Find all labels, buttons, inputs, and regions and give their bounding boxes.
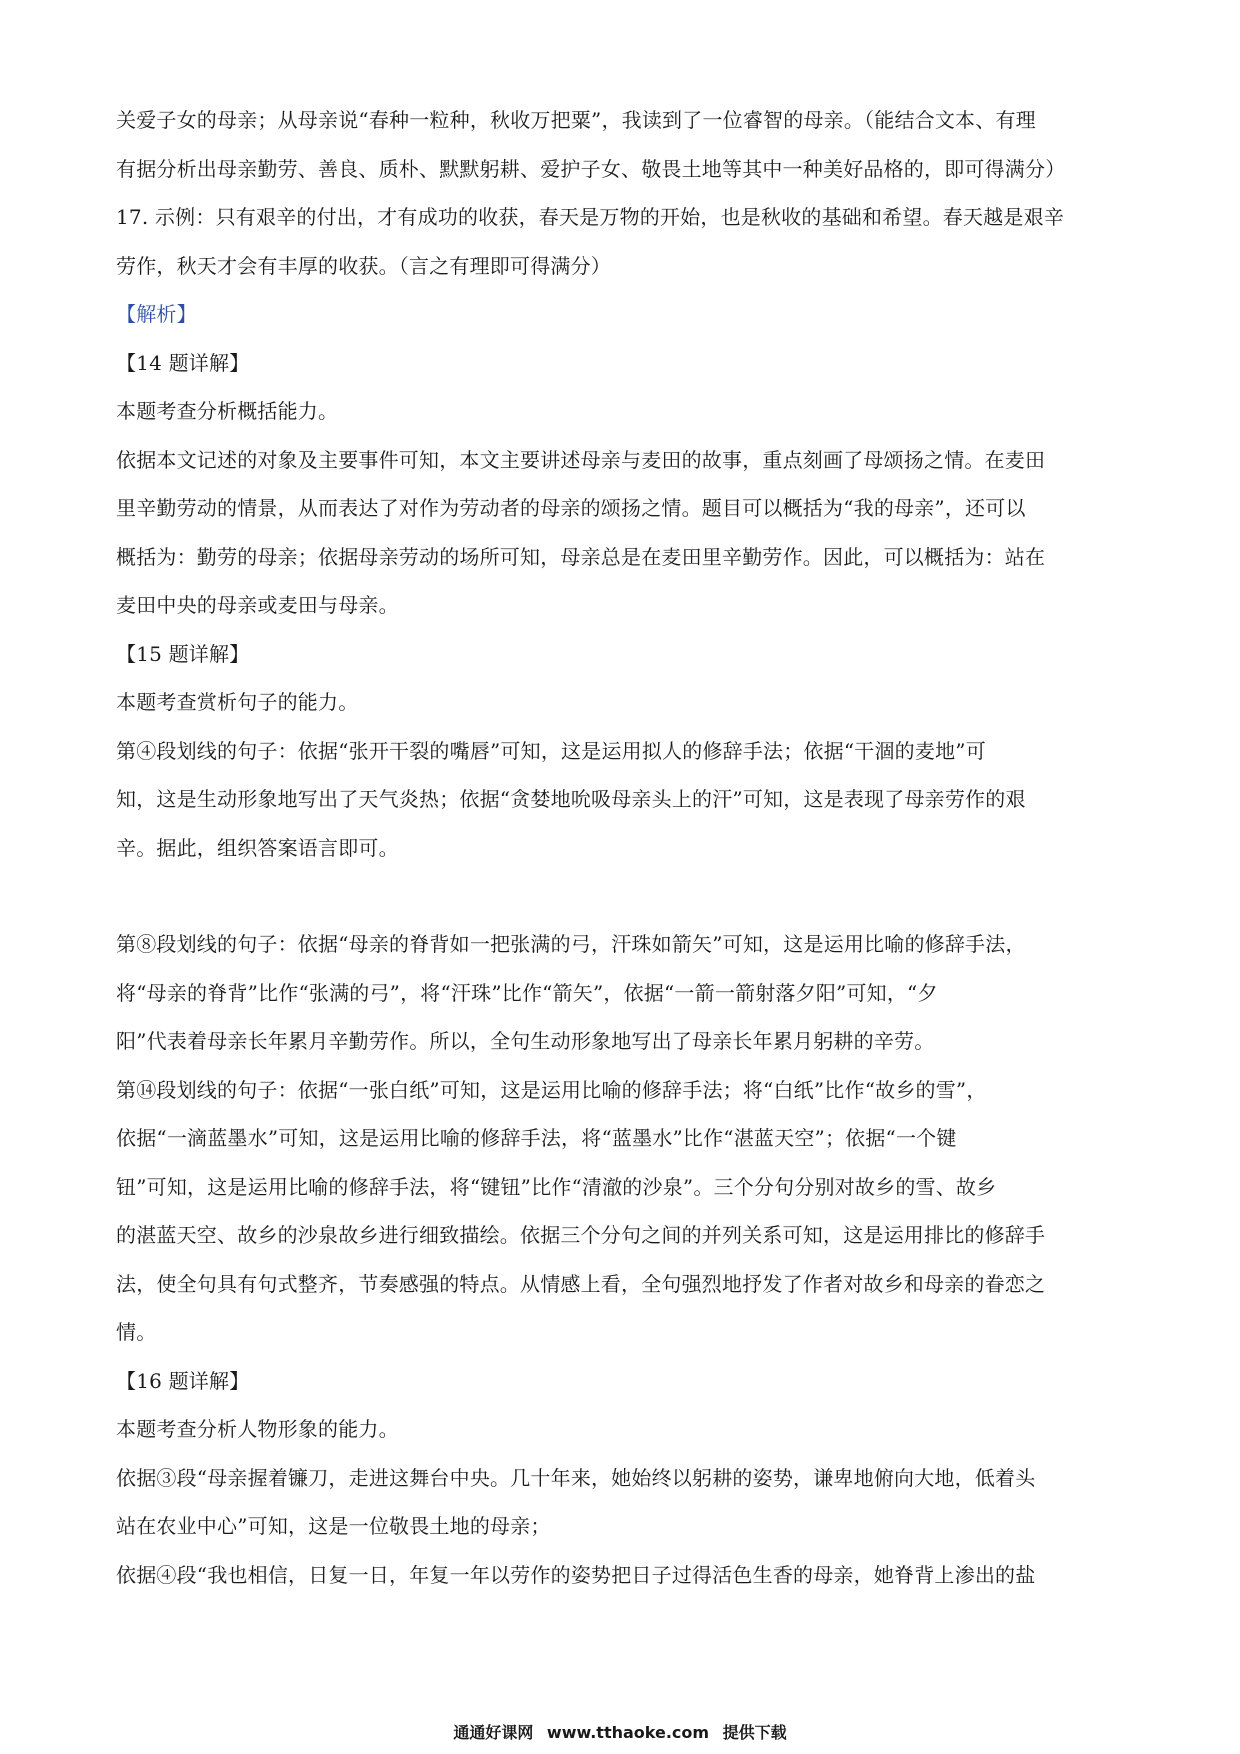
text-line: 钮”可知，这是运用比喻的修辞手法，将“键钮”比作“清澈的沙泉”。三个分句分别对故乡的雪、故乡 xyxy=(116,1174,997,1199)
paragraph-gap xyxy=(116,872,1128,920)
page-footer xyxy=(0,1720,1240,1743)
text-line: 依据④段“我也相信，日复一日，年复一年以劳作的姿势把日子过得活色生香的母亲，她脊背上渗出的盐 xyxy=(116,1562,1036,1587)
text-line: 第④段划线的句子：依据“张开干裂的嘴唇”可知，这是运用拟人的修辞手法；依据“干涸的麦地”可 xyxy=(116,738,986,763)
text-line: 阳”代表着母亲长年累月辛勤劳作。所以，全句生动形象地写出了母亲长年累月躬耕的辛劳。 xyxy=(116,1029,935,1053)
footer-url[interactable]: www.tthaoke.com xyxy=(546,1723,710,1742)
text-line: 情。 xyxy=(116,1320,157,1344)
text-line: 麦田中央的母亲或麦田与母亲。 xyxy=(116,593,399,617)
q15-heading: 【15 题详解】 xyxy=(116,641,250,666)
footer-suffix: 提供下载 xyxy=(722,1723,787,1742)
text-line: 概括为：勤劳的母亲；依据母亲劳动的场所可知，母亲总是在麦田里辛勤劳作。因此，可以概括为：站在 xyxy=(116,544,1046,569)
text-line: 本题考查赏析句子的能力。 xyxy=(116,690,359,714)
text-line: 法，使全句具有句式整齐，节奏感强的特点。从情感上看，全句强烈地抒发了作者对故乡和母亲的眷恋之 xyxy=(116,1271,1046,1296)
q14-heading: 【14 题详解】 xyxy=(116,350,250,375)
text-line: 知，这是生动形象地写出了天气炎热；依据“贪婪地吮吸母亲头上的汗”可知，这是表现了母亲劳作的艰 xyxy=(116,787,1026,811)
text-line: 17. 示例：只有艰辛的付出，才有成功的收获，春天是万物的开始，也是秋收的基础和希望。春天越是艰辛 xyxy=(116,205,1064,229)
text-line: 里辛勤劳动的情景，从而表达了对作为劳动者的母亲的颂扬之情。题目可以概括为“我的母亲”，还可以 xyxy=(116,496,1026,520)
text-line: 第⑧段划线的句子：依据“母亲的脊背如一把张满的弓，汗珠如箭矢”可知，这是运用比喻的修辞手法， xyxy=(116,932,1026,956)
text-line: 的湛蓝天空、故乡的沙泉故乡进行细致描绘。依据三个分句之间的并列关系可知，这是运用排比的修辞手 xyxy=(116,1223,1046,1247)
text-line: 本题考查分析概括能力。 xyxy=(116,399,339,423)
text-line: 本题考查分析人物形象的能力。 xyxy=(116,1417,399,1441)
text-line: 站在农业中心”可知，这是一位敬畏土地的母亲； xyxy=(116,1514,551,1538)
text-line: 依据本文记述的对象及主要事件可知，本文主要讲述母亲与麦田的故事，重点刻画了母颂扬之情。在麦田 xyxy=(116,447,1046,472)
text-line: 依据③段“母亲握着镰刀，走进这舞台中央。几十年来，她始终以躬耕的姿势，谦卑地俯向大地，低着头 xyxy=(116,1465,1036,1490)
text-line: 第⑭段划线的句子：依据“一张白纸”可知，这是运用比喻的修辞手法；将“白纸”比作“故乡的雪”， xyxy=(116,1077,987,1102)
q16-heading: 【16 题详解】 xyxy=(116,1368,250,1393)
text-line: 辛。据此，组织答案语言即可。 xyxy=(116,835,399,860)
document-body xyxy=(116,96,1128,1599)
text-line: 劳作，秋天才会有丰厚的收获。（言之有理即可得满分） xyxy=(116,253,611,278)
analysis-label: 【解析】 xyxy=(116,302,197,326)
text-line: 关爱子女的母亲；从母亲说“春种一粒种，秋收万把粟”，我读到了一位睿智的母亲。（能结合文本、有理 xyxy=(116,108,1036,132)
text-line: 有据分析出母亲勤劳、善良、质朴、默默躬耕、爱护子女、敬畏土地等其中一种美好品格的，即可得满分） xyxy=(116,156,1066,181)
text-line: 将“母亲的脊背”比作“张满的弓”，将“汗珠”比作“箭矢”，依据“一箭一箭射落夕阳”可知，“夕 xyxy=(116,980,938,1005)
footer-site-name: 通通好课网 xyxy=(453,1723,534,1742)
text-line: 依据“一滴蓝墨水”可知，这是运用比喻的修辞手法，将“蓝墨水”比作“湛蓝天空”；依据“一个键 xyxy=(116,1126,957,1150)
